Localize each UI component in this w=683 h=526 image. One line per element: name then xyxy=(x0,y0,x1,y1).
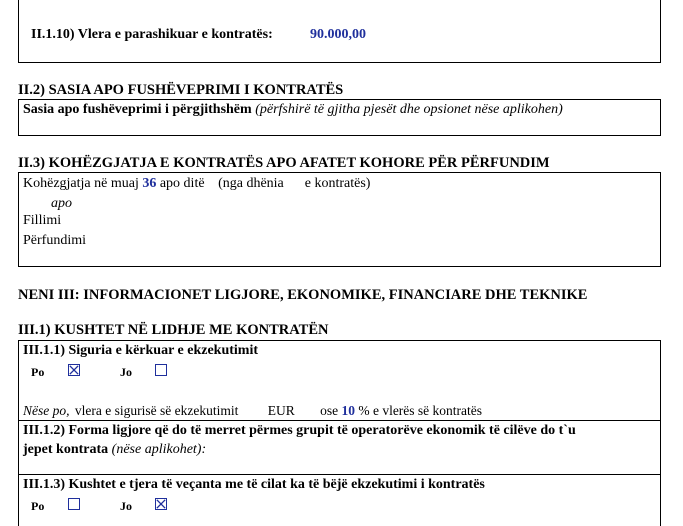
duration-months: 36 xyxy=(142,176,157,191)
scope-line xyxy=(23,102,563,118)
conditions-yes-label: Po xyxy=(31,499,45,513)
duration-prefix: Kohëzgjatja në muaj xyxy=(23,176,139,191)
section-2-2-box xyxy=(18,99,661,136)
security-yes-checkbox[interactable] xyxy=(68,364,80,376)
duration-suffix: (nga dhënia e kontratës) xyxy=(218,176,371,191)
section-3-1-heading: III.1) KUSHTET NË LIDHJE ME KONTRATËN xyxy=(18,322,329,338)
legal-form-title2: jepet kontrata xyxy=(23,442,109,457)
section-2-1-10-box xyxy=(18,0,661,63)
divider-3-1-2 xyxy=(19,420,660,421)
section-2-3-box xyxy=(18,172,661,267)
contract-value: 90.000,00 xyxy=(310,27,366,42)
start-label: Fillimi xyxy=(23,213,62,228)
contract-value-label: II.1.10) Vlera e parashikuar e kontratës: xyxy=(31,27,273,42)
if-yes-label: Nëse po, xyxy=(23,403,70,418)
duration-line xyxy=(23,176,370,192)
scope-label: Sasia apo fushëveprimi i përgjithshëm xyxy=(23,102,252,117)
section-3-1-box xyxy=(18,340,661,526)
section-2-3-heading: II.3) KOHËZGJATJA E KONTRATËS APO AFATET KOHORE PËR PËRFUNDIM xyxy=(18,155,550,171)
duration-mid: apo ditë xyxy=(159,176,205,191)
security-detail-line xyxy=(23,403,482,419)
divider-3-1-3 xyxy=(19,474,660,475)
duration-or: apo xyxy=(51,196,72,211)
security-yes-label: Po xyxy=(31,365,45,379)
security-percent-suffix: % e vlerës së kontratës xyxy=(358,403,483,418)
security-percent: 10 xyxy=(341,403,355,418)
security-no-checkbox[interactable] xyxy=(155,364,167,376)
security-or-text: ose xyxy=(320,403,339,418)
security-currency: EUR xyxy=(267,403,295,418)
special-conditions-title: III.1.3) Kushtet e tjera të veçanta me të cilat ka të bëjë ekzekutimi i kontratës xyxy=(23,477,485,492)
legal-form-line2 xyxy=(23,442,206,458)
checked-x-icon xyxy=(156,499,166,509)
legal-form-note: (nëse aplikohet): xyxy=(111,442,207,457)
security-title: III.1.1) Siguria e kërkuar e ekzekutimit xyxy=(23,343,259,358)
neni-3-heading: NENI III: INFORMACIONET LIGJORE, EKONOMIKE, FINANCIARE DHE TEKNIKE xyxy=(18,287,588,303)
scope-note: (përfshirë të gjitha pjesët dhe opsionet nëse aplikohen) xyxy=(255,102,563,117)
security-amount-text: vlera e sigurisë së ekzekutimit xyxy=(74,403,239,418)
conditions-no-checkbox[interactable] xyxy=(155,498,167,510)
conditions-no-label: Jo xyxy=(120,499,132,513)
conditions-yes-checkbox[interactable] xyxy=(68,498,80,510)
security-no-label: Jo xyxy=(120,365,132,379)
end-label: Përfundimi xyxy=(23,233,86,248)
legal-form-title: III.1.2) Forma ligjore që do të merret përmes grupit të operatorëve ekonomik të cilëve do t`u xyxy=(23,423,576,438)
section-2-2-heading: II.2) SASIA APO FUSHËVEPRIMI I KONTRATËS xyxy=(18,82,344,98)
checked-x-icon xyxy=(69,365,79,375)
